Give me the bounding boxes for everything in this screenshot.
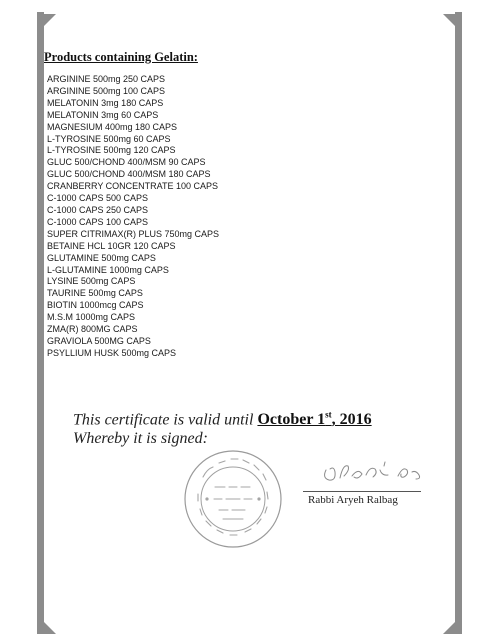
validity-date-suffix: st <box>325 410 332 420</box>
product-item: CRANBERRY CONCENTRATE 100 CAPS <box>47 181 219 192</box>
product-item: C-1000 CAPS 250 CAPS <box>47 204 149 215</box>
page-heading: Products containing Gelatin: <box>44 50 198 64</box>
certificate-validity-line <box>73 406 372 429</box>
product-item: MELATONIN 3mg 180 CAPS <box>47 97 164 108</box>
bottom-right-corner-mark <box>443 622 455 634</box>
rabbi-name: Rabbi Aryeh Ralbag <box>308 494 398 506</box>
product-item: MELATONIN 3mg 60 CAPS <box>47 109 159 120</box>
validity-date <box>257 411 371 428</box>
product-item: GLUTAMINE 500mg CAPS <box>47 252 156 263</box>
product-item: M.S.M 1000mg CAPS <box>47 312 136 323</box>
product-item: ARGININE 500mg 100 CAPS <box>47 85 166 96</box>
certificate-signed-line: Whereby it is signed: <box>73 430 208 448</box>
product-list <box>47 74 219 360</box>
product-item: SUPER CITRIMAX(R) PLUS 750mg CAPS <box>47 228 220 239</box>
product-item: L-GLUTAMINE 1000mg CAPS <box>47 264 169 275</box>
product-item: L-TYROSINE 500mg 120 CAPS <box>47 145 176 156</box>
left-border-bar <box>37 12 44 634</box>
product-item: GRAVIOLA 500MG CAPS <box>47 335 151 346</box>
product-item: GLUC 500/CHOND 400/MSM 90 CAPS <box>47 157 206 168</box>
validity-date-month-day: October 1 <box>257 411 326 429</box>
product-item: PSYLLIUM HUSK 500mg CAPS <box>47 347 177 358</box>
top-right-corner-mark <box>443 14 455 26</box>
product-item: C-1000 CAPS 500 CAPS <box>47 193 149 204</box>
product-item: ZMA(R) 800MG CAPS <box>47 324 138 335</box>
product-item: BIOTIN 1000mcg CAPS <box>47 300 144 311</box>
product-item: C-1000 CAPS 100 CAPS <box>47 216 149 227</box>
certificate-statement <box>73 406 372 448</box>
product-item: BETAINE HCL 10GR 120 CAPS <box>47 240 176 251</box>
product-item: GLUC 500/CHOND 400/MSM 180 CAPS <box>47 169 211 180</box>
bottom-left-corner-mark <box>44 622 56 634</box>
validity-date-year: , 2016 <box>331 411 372 429</box>
signature-line <box>303 491 421 492</box>
top-left-corner-mark <box>44 14 56 26</box>
product-item: ARGININE 500mg 250 CAPS <box>47 74 166 84</box>
validity-prefix: This certificate is valid until <box>73 411 258 429</box>
product-item: TAURINE 500mg CAPS <box>47 288 143 299</box>
product-item: MAGNESIUM 400mg 180 CAPS <box>47 121 178 132</box>
product-item: LYSINE 500mg CAPS <box>47 276 136 287</box>
product-item: L-TYROSINE 500mg 60 CAPS <box>47 133 171 144</box>
rabbi-signature <box>318 448 428 488</box>
right-border-bar <box>455 12 462 634</box>
rabbi-seal-stamp <box>181 447 285 551</box>
